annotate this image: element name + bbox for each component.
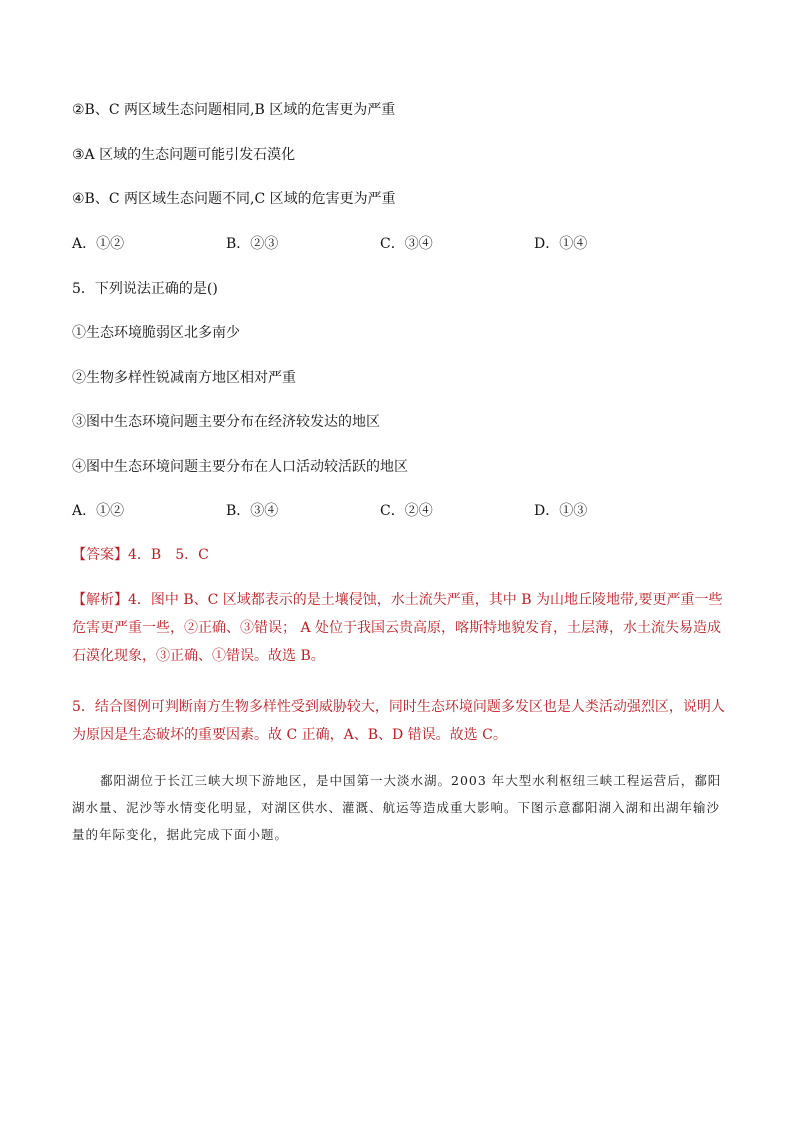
- q5-statement-3: ③图中生态环境问题主要分布在经济较发达的地区: [72, 414, 380, 430]
- passage-paragraph: 鄱阳湖位于长江三峡大坝下游地区，是中国第一大淡水湖。2003 年大型水利枢纽三峡工程运营后，鄱阳湖水量、泥沙等水情变化明显，对湖区供水、灌溉、航运等造成重大影响。下图示意鄱阳湖入湖和出湖年输沙量的年际变化，据此完成下面小题。: [72, 773, 722, 842]
- q5-stem: 5．下列说法正确的是(): [72, 281, 218, 297]
- analysis-q4-text: 4．图中 B、C 区域都表示的是土壤侵蚀，水土流失严重，其中 B 为山地丘陵地带,要更严重一些危害更严重一些，②正确、③错误； A 处位于我国云贵高原，喀斯特地貌发育，土层薄，水土流失易造成石漠化现象，③正确、①错误。故选 B。: [72, 592, 723, 664]
- q4-option-c: C．③④: [380, 236, 433, 252]
- q4-statement-2: ②B、C 两区域生态问题相同,B 区域的危害更为严重: [72, 102, 396, 118]
- q5-statement-1: ①生态环境脆弱区北多南少: [72, 325, 240, 341]
- answer-text: 4．B 5．C: [128, 547, 209, 563]
- q5-option-d: D．①③: [534, 503, 588, 519]
- answer-label: 【答案】: [72, 547, 128, 563]
- q4-statement-3: ③A 区域的生态问题可能引发石漠化: [72, 147, 296, 163]
- q5-option-b: B．③④: [226, 503, 279, 519]
- analysis-label: 【解析】: [72, 592, 128, 608]
- analysis-q5: 5．结合图例可判断南方生物多样性受到威胁较大，同时生态环境问题多发区也是人类活动强烈区，说明人为原因是生态破坏的重要因素。故 C 正确，A、B、D 错误。故选 C。: [72, 699, 725, 743]
- q5-statement-4: ④图中生态环境问题主要分布在人口活动较活跃的地区: [72, 459, 408, 475]
- q5-option-a: A．①②: [72, 503, 125, 519]
- q5-statement-2: ②生物多样性锐减南方地区相对严重: [72, 370, 296, 386]
- q4-option-d: D．①④: [534, 236, 588, 252]
- q4-option-a: A．①②: [72, 236, 125, 252]
- analysis-q4: [72, 586, 732, 670]
- q4-statement-4: ④B、C 两区域生态问题不同,C 区域的危害更为严重: [72, 191, 396, 207]
- q4-option-b: B．②③: [226, 236, 279, 252]
- answer-line: [72, 545, 209, 565]
- q5-option-c: C．②④: [380, 503, 433, 519]
